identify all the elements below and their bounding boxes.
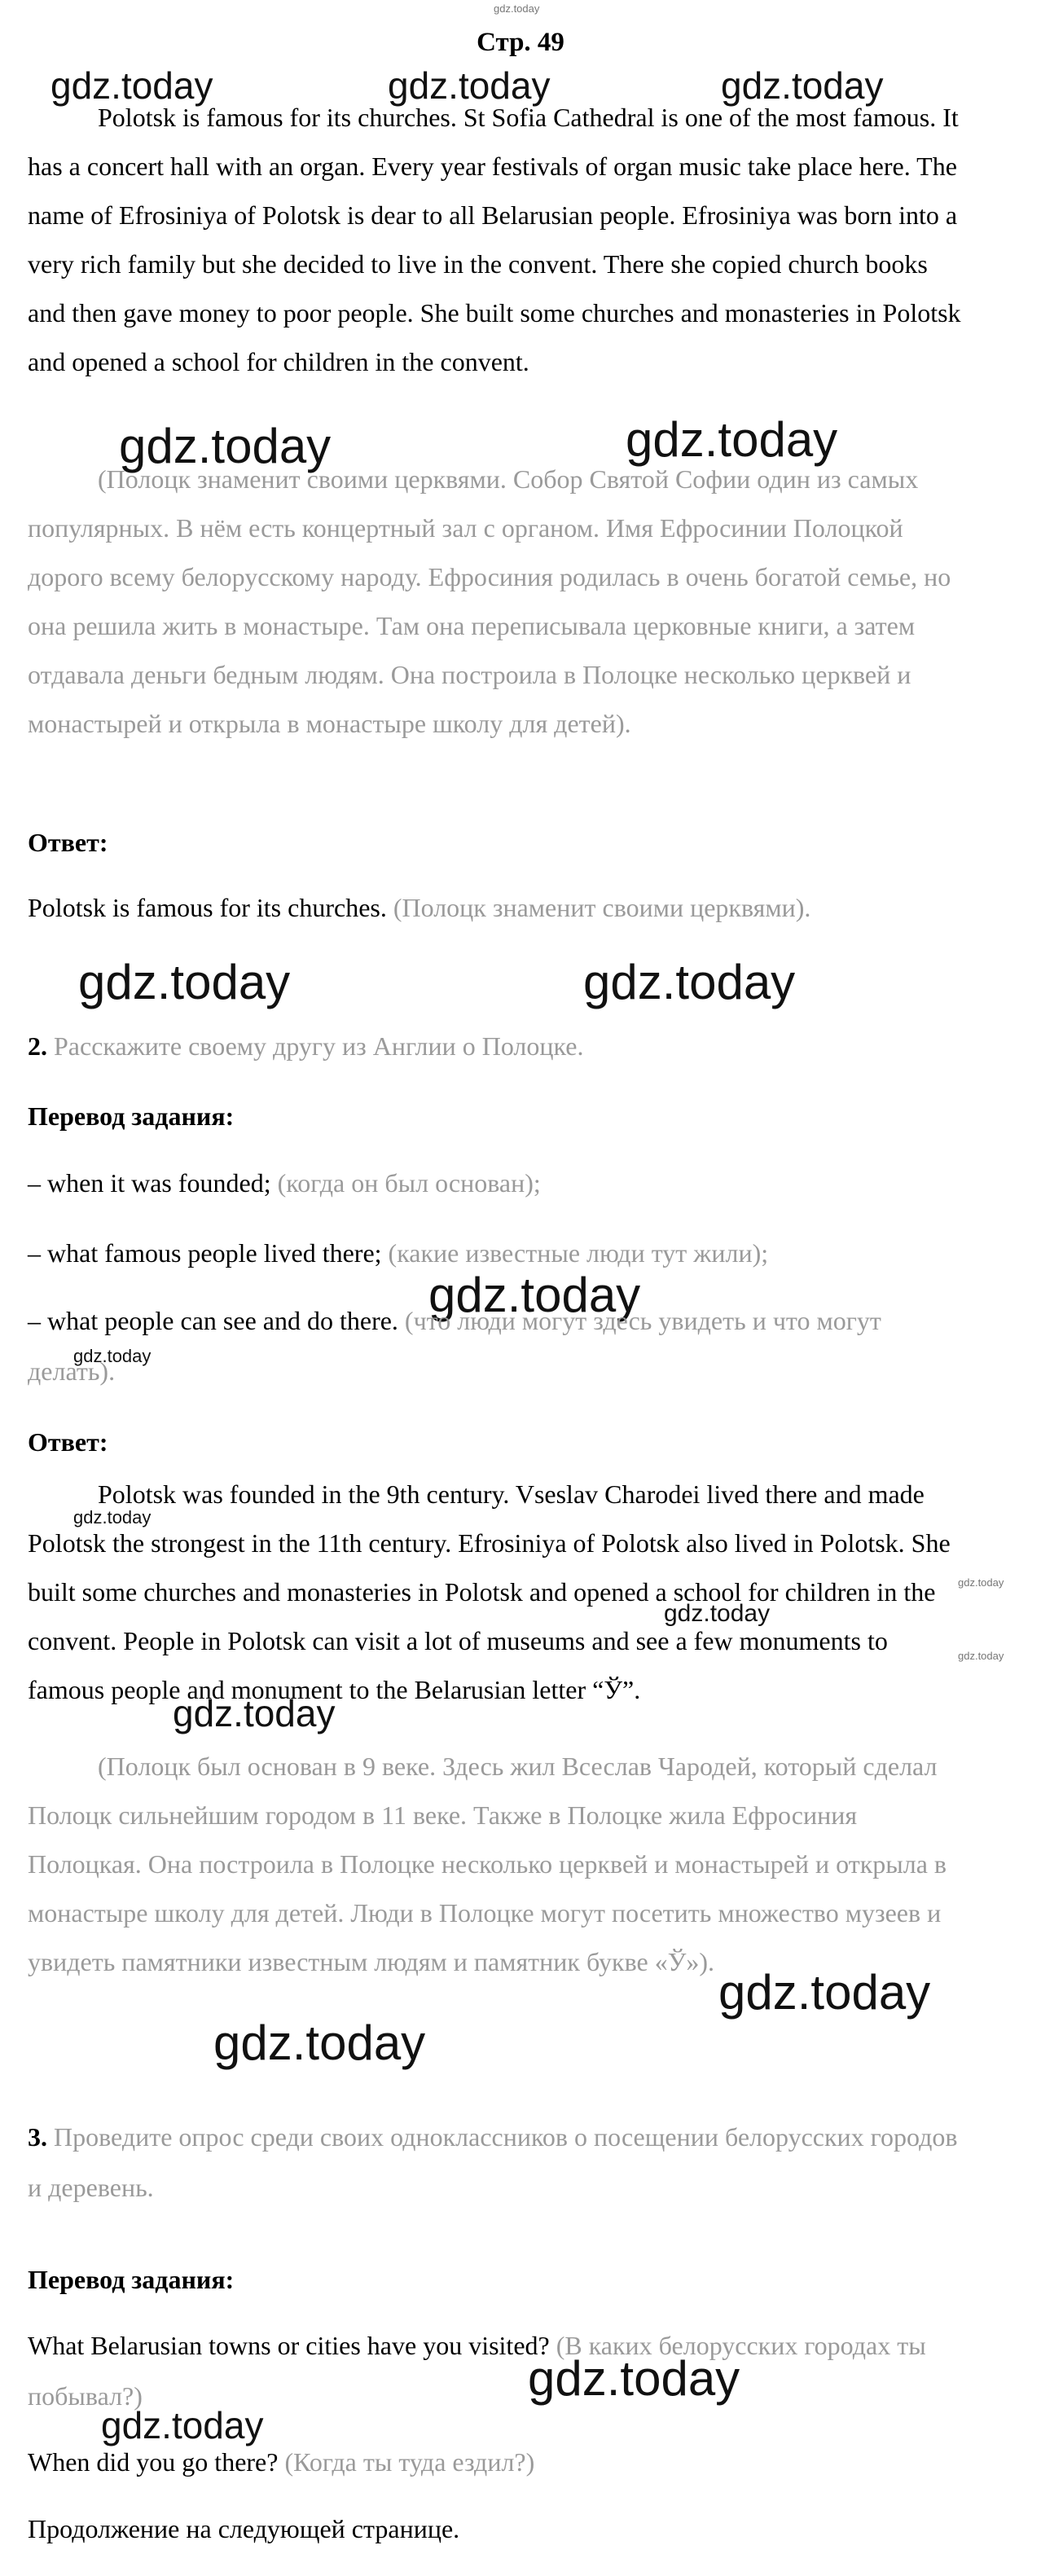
header-watermark: gdz.today xyxy=(494,2,540,15)
task2-prompt: Расскажите своему другу из Англии о Полоцке. xyxy=(54,1031,584,1061)
section1-answer-en: Polotsk is famous for its churches. xyxy=(28,893,387,922)
task2-number: 2. xyxy=(28,1031,47,1061)
task2-item-en: – when it was founded; xyxy=(28,1168,271,1198)
watermark: gdz.today xyxy=(528,2351,740,2406)
watermark: gdz.today xyxy=(173,1692,336,1734)
task3-question-ru: (Когда ты туда ездил?) xyxy=(284,2447,535,2477)
watermark: gdz.today xyxy=(428,1268,641,1322)
task3-heading xyxy=(28,2112,964,2213)
watermark: gdz.today xyxy=(73,1507,152,1528)
watermark: gdz.today xyxy=(73,1346,152,1366)
answer-label: Ответ: xyxy=(28,828,108,857)
task2-item-ru: (какие известные люди тут жили); xyxy=(388,1238,769,1268)
watermark: gdz.today xyxy=(718,1965,931,2020)
task3-question-ru: (В каких белорусских городах ты побывал?) xyxy=(28,2331,926,2411)
section1-english-paragraph: Polotsk is famous for its churches. St Sofia Cathedral is one of the most famous. It has a concert hall with an organ. Every year festivals of organ music take place here. The name of Efrosiniya of Polotsk is dear to all Belarusian people. Efrosiniya was born into a very rich family but she decided to live in the convent. There she copied church books and then gave money to poor people. She built some churches and monasteries in Polotsk and opened a school for children in the convent. xyxy=(28,103,961,376)
task2-item xyxy=(28,1238,768,1268)
watermark: gdz.today xyxy=(388,64,551,107)
watermark: gdz.today xyxy=(78,955,291,1009)
task3-question-en: When did you go there? xyxy=(28,2447,279,2477)
section1-answer-ru: (Полоцк знаменит своими церквями). xyxy=(393,893,811,922)
translation-label: Перевод задания: xyxy=(28,2265,235,2294)
section1-russian-paragraph: (Полоцк знаменит своими церквями. Собор Святой Софии один из самых популярных. В нём есть концертный зал с органом. Имя Ефросинии Полоцкой дорого всему белорусскому народу. Ефросиния родилась в очень богатой семье, но она решила жить в монастыре. Там она переписывала церковные книги, а затем отдавала деньги бедным людям. Она построила в Полоцке несколько церквей и монастырей и открыла в монастыре школу для детей). xyxy=(28,464,951,738)
watermark: gdz.today xyxy=(958,1576,1004,1589)
watermark: gdz.today xyxy=(51,64,213,107)
task2-answer-russian: (Полоцк был основан в 9 веке. Здесь жил Всеслав Чародей, который сделал Полоцк сильнейшим городом в 11 веке. Также в Полоцке жила Ефросиния Полоцкая. Она построила в Полоцке несколько церквей и монастырей и открыла в монастыре школу для детей. Люди в Полоцке могут посетить множество музеев и увидеть памятники известным людям и памятник букве «Ў»). xyxy=(28,1752,947,1976)
page-title: Стр. 49 xyxy=(477,28,564,57)
task2-heading xyxy=(28,1031,583,1062)
watermark: gdz.today xyxy=(958,1650,1004,1662)
watermark: gdz.today xyxy=(101,2404,264,2446)
watermark: gdz.today xyxy=(119,419,332,473)
section1-answer xyxy=(28,893,810,923)
task2-item-ru: (когда он был основан); xyxy=(277,1168,541,1198)
task2-item xyxy=(28,1295,964,1396)
watermark: gdz.today xyxy=(213,2016,426,2070)
watermark: gdz.today xyxy=(626,412,838,467)
continuation-note: Продолжение на следующей странице. xyxy=(28,2514,460,2543)
watermark: gdz.today xyxy=(721,64,884,107)
task2-item-en: – what famous people lived there; xyxy=(28,1238,382,1268)
task2-item-en: – what people can see and do there. xyxy=(28,1306,398,1335)
task2-item-ru: (что люди могут здесь увидеть и что могут делать). xyxy=(28,1306,881,1386)
watermark: gdz.today xyxy=(583,955,796,1009)
task3-number: 3. xyxy=(28,2122,47,2152)
task2-item xyxy=(28,1168,541,1198)
translation-label: Перевод задания: xyxy=(28,1101,235,1131)
watermark: gdz.today xyxy=(664,1600,771,1627)
task2-answer-english: Polotsk was founded in the 9th century. Vseslav Charodei lived there and made Polotsk the strongest in the 11th century. Efrosiniya of Polotsk also lived in Polotsk. She built some churches and monasteries in Polotsk and opened a school for children in the convent. People in Polotsk can visit a lot of museums and see a few monuments to famous people and monument to the Belarusian letter “Ў”. xyxy=(28,1479,951,1704)
task3-question xyxy=(28,2447,534,2477)
task3-prompt: Проведите опрос среди своих одноклассников о посещении белорусских городов и деревень. xyxy=(28,2122,958,2202)
task3-question-en: What Belarusian towns or cities have you visited? xyxy=(28,2331,550,2360)
answer-label: Ответ: xyxy=(28,1427,108,1457)
